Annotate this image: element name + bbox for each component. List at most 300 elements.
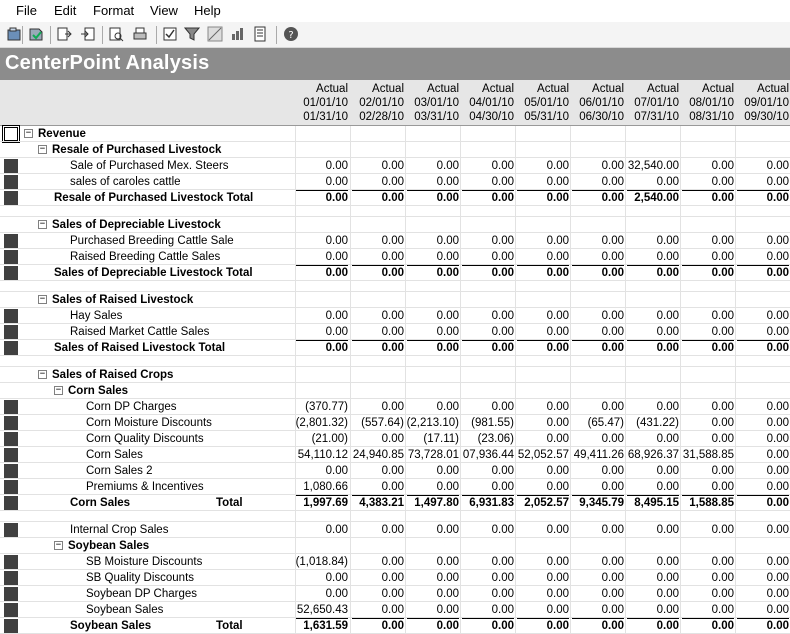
table-row[interactable] [0,554,790,570]
value-cell[interactable] [626,175,679,189]
row-selector[interactable] [4,191,18,205]
row-selector[interactable] [4,523,18,537]
value-cell[interactable] [626,309,679,323]
value-cell[interactable] [626,555,679,569]
table-row[interactable] [0,463,790,479]
table-row[interactable] [0,399,790,415]
value-text: 0.00 [436,481,459,493]
value-cell[interactable] [571,266,624,280]
value-cell[interactable] [736,619,789,633]
value-cell[interactable] [295,191,348,205]
group-row[interactable] [0,126,790,142]
value-cell[interactable] [516,464,569,478]
value-cell[interactable] [736,555,789,569]
group-row[interactable] [0,367,790,383]
row-selector[interactable] [4,400,18,414]
value-cell[interactable] [736,416,789,430]
value-cell[interactable] [736,400,789,414]
column-header-3[interactable] [406,82,459,124]
row-selector[interactable] [4,250,18,264]
column-header-6[interactable] [571,82,624,124]
value-cell[interactable] [681,175,734,189]
table-row[interactable] [0,586,790,602]
value-cell[interactable] [626,448,679,462]
value-cell[interactable] [681,250,734,264]
value-cell[interactable] [461,496,514,510]
column-header-9[interactable] [736,82,789,124]
value-cell[interactable] [736,309,789,323]
value-cell[interactable] [736,480,789,494]
value-cell[interactable] [571,325,624,339]
column-header-5[interactable] [516,82,569,124]
value-cell[interactable] [516,571,569,585]
table-row[interactable] [0,447,790,463]
column-header-2[interactable] [351,82,404,124]
value-cell[interactable] [461,464,514,478]
print-icon[interactable] [132,26,148,42]
column-header-4[interactable] [461,82,514,124]
value-cell[interactable] [406,416,459,430]
column-header-8[interactable] [681,82,734,124]
value-cell[interactable] [571,480,624,494]
value-cell[interactable] [295,250,348,264]
total-row[interactable] [0,265,790,281]
save-icon[interactable] [28,26,44,42]
value-text: 0.00 [766,160,789,172]
row-selector[interactable] [4,159,18,173]
value-cell[interactable] [295,555,348,569]
value-cell[interactable] [626,159,679,173]
value-cell[interactable] [406,603,459,617]
value-cell[interactable] [681,603,734,617]
value-cell[interactable] [571,175,624,189]
value-cell[interactable] [626,266,679,280]
value-cell[interactable] [351,341,404,355]
print-preview-icon[interactable] [108,26,124,42]
value-cell[interactable] [736,432,789,446]
value-cell[interactable] [406,309,459,323]
value-cell[interactable] [295,266,348,280]
value-cell[interactable] [736,234,789,248]
value-cell[interactable] [681,480,734,494]
value-cell[interactable] [461,400,514,414]
value-cell[interactable] [295,587,348,601]
value-cell[interactable] [736,191,789,205]
drill-icon[interactable] [230,26,246,42]
value-cell[interactable] [516,555,569,569]
value-cell[interactable] [571,603,624,617]
value-cell[interactable] [295,571,348,585]
value-cell[interactable] [681,432,734,446]
row-selector[interactable] [4,496,18,510]
value-cell[interactable] [736,523,789,537]
value-cell[interactable] [681,448,734,462]
value-cell[interactable] [681,341,734,355]
row-selector[interactable] [4,448,18,462]
group-row[interactable] [0,142,790,158]
row-selector[interactable] [4,234,18,248]
value-cell[interactable] [461,191,514,205]
row-selector[interactable] [4,555,18,569]
value-cell[interactable] [516,191,569,205]
value-cell[interactable] [406,400,459,414]
value-cell[interactable] [626,250,679,264]
value-cell[interactable] [571,432,624,446]
value-cell[interactable] [516,587,569,601]
collapse-toggle-icon[interactable]: − [25,128,32,138]
toolbar-separator [102,26,103,44]
value-cell[interactable] [406,159,459,173]
column-header-7[interactable] [626,82,679,124]
value-cell[interactable] [571,159,624,173]
collapse-toggle-icon[interactable]: − [55,385,62,395]
value-cell[interactable] [681,159,734,173]
value-text: 0.00 [601,620,624,632]
value-text: 0.00 [766,342,789,354]
value-cell[interactable] [406,464,459,478]
value-cell[interactable] [295,400,348,414]
value-cell[interactable] [461,234,514,248]
value-cell[interactable] [406,432,459,446]
value-cell[interactable] [571,416,624,430]
value-cell[interactable] [571,523,624,537]
table-row[interactable] [0,308,790,324]
value-cell[interactable] [351,250,404,264]
value-cell[interactable] [516,523,569,537]
value-cell[interactable] [681,571,734,585]
total-row[interactable] [0,340,790,356]
value-cell[interactable] [295,496,348,510]
value-cell[interactable] [406,175,459,189]
menu-item-view[interactable]: View [150,3,178,18]
row-selector[interactable] [4,309,18,323]
row-selector[interactable] [4,416,18,430]
value-cell[interactable] [681,496,734,510]
value-text: 0.00 [381,465,404,477]
value-cell[interactable] [681,309,734,323]
table-row[interactable] [0,522,790,538]
value-cell[interactable] [461,555,514,569]
value-cell[interactable] [736,587,789,601]
value-cell[interactable] [406,480,459,494]
value-cell[interactable] [461,523,514,537]
value-text: 0.00 [381,176,404,188]
value-cell[interactable] [351,234,404,248]
value-cell[interactable] [295,309,348,323]
row-selector[interactable] [4,603,18,617]
value-cell[interactable] [295,325,348,339]
row-selector[interactable] [4,325,18,339]
value-cell[interactable] [516,400,569,414]
value-cell[interactable] [626,523,679,537]
value-cell[interactable] [351,175,404,189]
value-text: 0.00 [381,401,404,413]
value-cell[interactable] [571,448,624,462]
table-row[interactable] [0,249,790,265]
value-cell[interactable] [351,496,404,510]
value-cell[interactable] [461,309,514,323]
value-cell[interactable] [736,266,789,280]
value-cell[interactable] [571,464,624,478]
table-row[interactable] [0,233,790,249]
value-cell[interactable] [626,400,679,414]
total-underline [517,340,569,341]
value-cell[interactable] [626,416,679,430]
value-cell[interactable] [406,496,459,510]
value-cell[interactable] [406,250,459,264]
value-cell[interactable] [295,416,348,430]
value-cell[interactable] [351,159,404,173]
row-selector[interactable] [4,464,18,478]
properties-icon[interactable] [162,26,178,42]
row-selector[interactable] [4,587,18,601]
value-cell[interactable] [681,619,734,633]
value-cell[interactable] [626,464,679,478]
value-cell[interactable] [461,416,514,430]
value-cell[interactable] [295,448,348,462]
export-icon[interactable] [56,26,72,42]
row-selector[interactable] [4,571,18,585]
value-cell[interactable] [351,400,404,414]
chart-icon[interactable] [207,26,223,42]
value-cell[interactable] [516,234,569,248]
value-cell[interactable] [461,603,514,617]
value-cell[interactable] [406,523,459,537]
value-cell[interactable] [571,400,624,414]
value-cell[interactable] [461,619,514,633]
value-cell[interactable] [516,309,569,323]
value-cell[interactable] [461,448,514,462]
value-cell[interactable] [571,191,624,205]
table-row[interactable] [0,431,790,447]
value-cell[interactable] [351,416,404,430]
value-cell[interactable] [626,587,679,601]
value-cell[interactable] [736,603,789,617]
value-cell[interactable] [516,603,569,617]
total-underline [407,190,459,191]
row-selector[interactable] [4,432,18,446]
value-cell[interactable] [571,555,624,569]
value-cell[interactable] [626,325,679,339]
menu-item-file[interactable]: File [16,3,37,18]
table-row[interactable] [0,415,790,431]
value-cell[interactable] [571,341,624,355]
table-row[interactable] [0,479,790,495]
help-icon[interactable] [283,26,299,42]
value-cell[interactable] [351,309,404,323]
value-cell[interactable] [461,432,514,446]
value-cell[interactable] [351,480,404,494]
value-text: 0.00 [436,556,459,568]
value-cell[interactable] [736,341,789,355]
value-cell[interactable] [406,555,459,569]
value-cell[interactable] [295,603,348,617]
value-cell[interactable] [626,496,679,510]
collapse-toggle-icon[interactable]: − [39,219,46,229]
value-cell[interactable] [681,191,734,205]
total-row[interactable] [0,618,790,634]
value-cell[interactable] [461,341,514,355]
menu-item-format[interactable]: Format [93,3,135,18]
group-row[interactable] [0,538,790,554]
value-cell[interactable] [295,619,348,633]
value-cell[interactable] [295,480,348,494]
value-cell[interactable] [516,325,569,339]
value-cell[interactable] [406,191,459,205]
menu-item-help[interactable]: Help [194,3,221,18]
value-cell[interactable] [626,341,679,355]
value-cell[interactable] [516,266,569,280]
value-cell[interactable] [571,496,624,510]
value-cell[interactable] [736,325,789,339]
collapse-toggle-icon[interactable]: − [39,144,46,154]
table-row[interactable] [0,174,790,190]
group-row[interactable] [0,217,790,233]
value-cell[interactable] [295,234,348,248]
value-cell[interactable] [461,250,514,264]
value-cell[interactable] [351,464,404,478]
value-cell[interactable] [516,496,569,510]
value-cell[interactable] [351,523,404,537]
value-cell[interactable] [295,432,348,446]
value-cell[interactable] [351,619,404,633]
column-header-1[interactable] [295,82,348,124]
value-cell[interactable] [406,587,459,601]
value-cell[interactable] [736,175,789,189]
value-cell[interactable] [516,432,569,446]
value-cell[interactable] [681,587,734,601]
group-row[interactable] [0,292,790,308]
row-selector[interactable] [4,266,18,280]
value-text: 0.00 [325,267,348,279]
value-cell[interactable] [571,619,624,633]
value-cell[interactable] [295,159,348,173]
value-cell[interactable] [351,432,404,446]
value-cell[interactable] [516,619,569,633]
value-cell[interactable] [516,448,569,462]
value-cell[interactable] [571,234,624,248]
value-cell[interactable] [406,325,459,339]
row-selector[interactable] [4,341,18,355]
value-cell[interactable] [351,555,404,569]
value-cell[interactable] [681,266,734,280]
value-cell[interactable] [516,416,569,430]
value-cell[interactable] [626,619,679,633]
value-cell[interactable] [626,480,679,494]
value-cell[interactable] [681,234,734,248]
value-cell[interactable] [736,496,789,510]
value-cell[interactable] [295,464,348,478]
column-end: 04/30/10 [469,111,514,123]
value-cell[interactable] [516,250,569,264]
value-cell[interactable] [516,341,569,355]
total-row[interactable] [0,495,790,511]
row-selector[interactable] [4,175,18,189]
value-cell[interactable] [351,266,404,280]
value-cell[interactable] [351,325,404,339]
value-cell[interactable] [351,448,404,462]
row-selector[interactable] [4,480,18,494]
value-cell[interactable] [516,175,569,189]
value-cell[interactable] [626,571,679,585]
value-cell[interactable] [571,571,624,585]
value-cell[interactable] [571,250,624,264]
value-cell[interactable] [351,191,404,205]
value-cell[interactable] [681,400,734,414]
table-row[interactable] [0,570,790,586]
value-cell[interactable] [406,341,459,355]
value-cell[interactable] [571,309,624,323]
value-cell[interactable] [295,175,348,189]
value-cell[interactable] [461,266,514,280]
row-selector[interactable] [4,619,18,633]
open-icon[interactable] [6,26,22,42]
report-icon[interactable] [252,26,268,42]
value-cell[interactable] [681,464,734,478]
value-text: 0.00 [436,465,459,477]
collapse-toggle-icon[interactable]: − [55,540,62,550]
value-cell[interactable] [295,341,348,355]
total-row[interactable] [0,190,790,206]
value-cell[interactable] [681,416,734,430]
value-cell[interactable] [736,250,789,264]
value-cell[interactable] [406,234,459,248]
value-cell[interactable] [681,523,734,537]
value-cell[interactable] [406,448,459,462]
table-row[interactable] [0,324,790,340]
value-cell[interactable] [736,464,789,478]
value-cell[interactable] [461,587,514,601]
value-cell[interactable] [351,603,404,617]
collapse-toggle-icon[interactable]: − [39,294,46,304]
row-selector[interactable] [4,127,18,141]
value-cell[interactable] [351,587,404,601]
value-cell[interactable] [626,234,679,248]
value-cell[interactable] [406,619,459,633]
group-row[interactable] [0,383,790,399]
import-icon[interactable] [80,26,96,42]
table-row[interactable] [0,158,790,174]
value-cell[interactable] [736,448,789,462]
total-underline [462,340,514,341]
filter-icon[interactable] [184,26,200,42]
value-cell[interactable] [736,571,789,585]
table-row[interactable] [0,602,790,618]
value-cell[interactable] [351,571,404,585]
value-cell[interactable] [461,175,514,189]
value-cell[interactable] [516,480,569,494]
value-cell[interactable] [736,159,789,173]
value-cell[interactable] [295,523,348,537]
value-cell[interactable] [571,587,624,601]
value-cell[interactable] [681,555,734,569]
value-cell[interactable] [681,325,734,339]
value-cell[interactable] [461,325,514,339]
value-cell[interactable] [626,432,679,446]
collapse-toggle-icon[interactable]: − [39,369,46,379]
value-cell[interactable] [461,480,514,494]
value-cell[interactable] [461,571,514,585]
total-underline [462,190,514,191]
value-cell[interactable] [461,159,514,173]
value-cell[interactable] [406,266,459,280]
value-cell[interactable] [626,191,679,205]
menu-item-edit[interactable]: Edit [54,3,77,18]
value-cell[interactable] [406,571,459,585]
value-text: 0.00 [656,267,679,279]
value-cell[interactable] [626,603,679,617]
value-cell[interactable] [516,159,569,173]
